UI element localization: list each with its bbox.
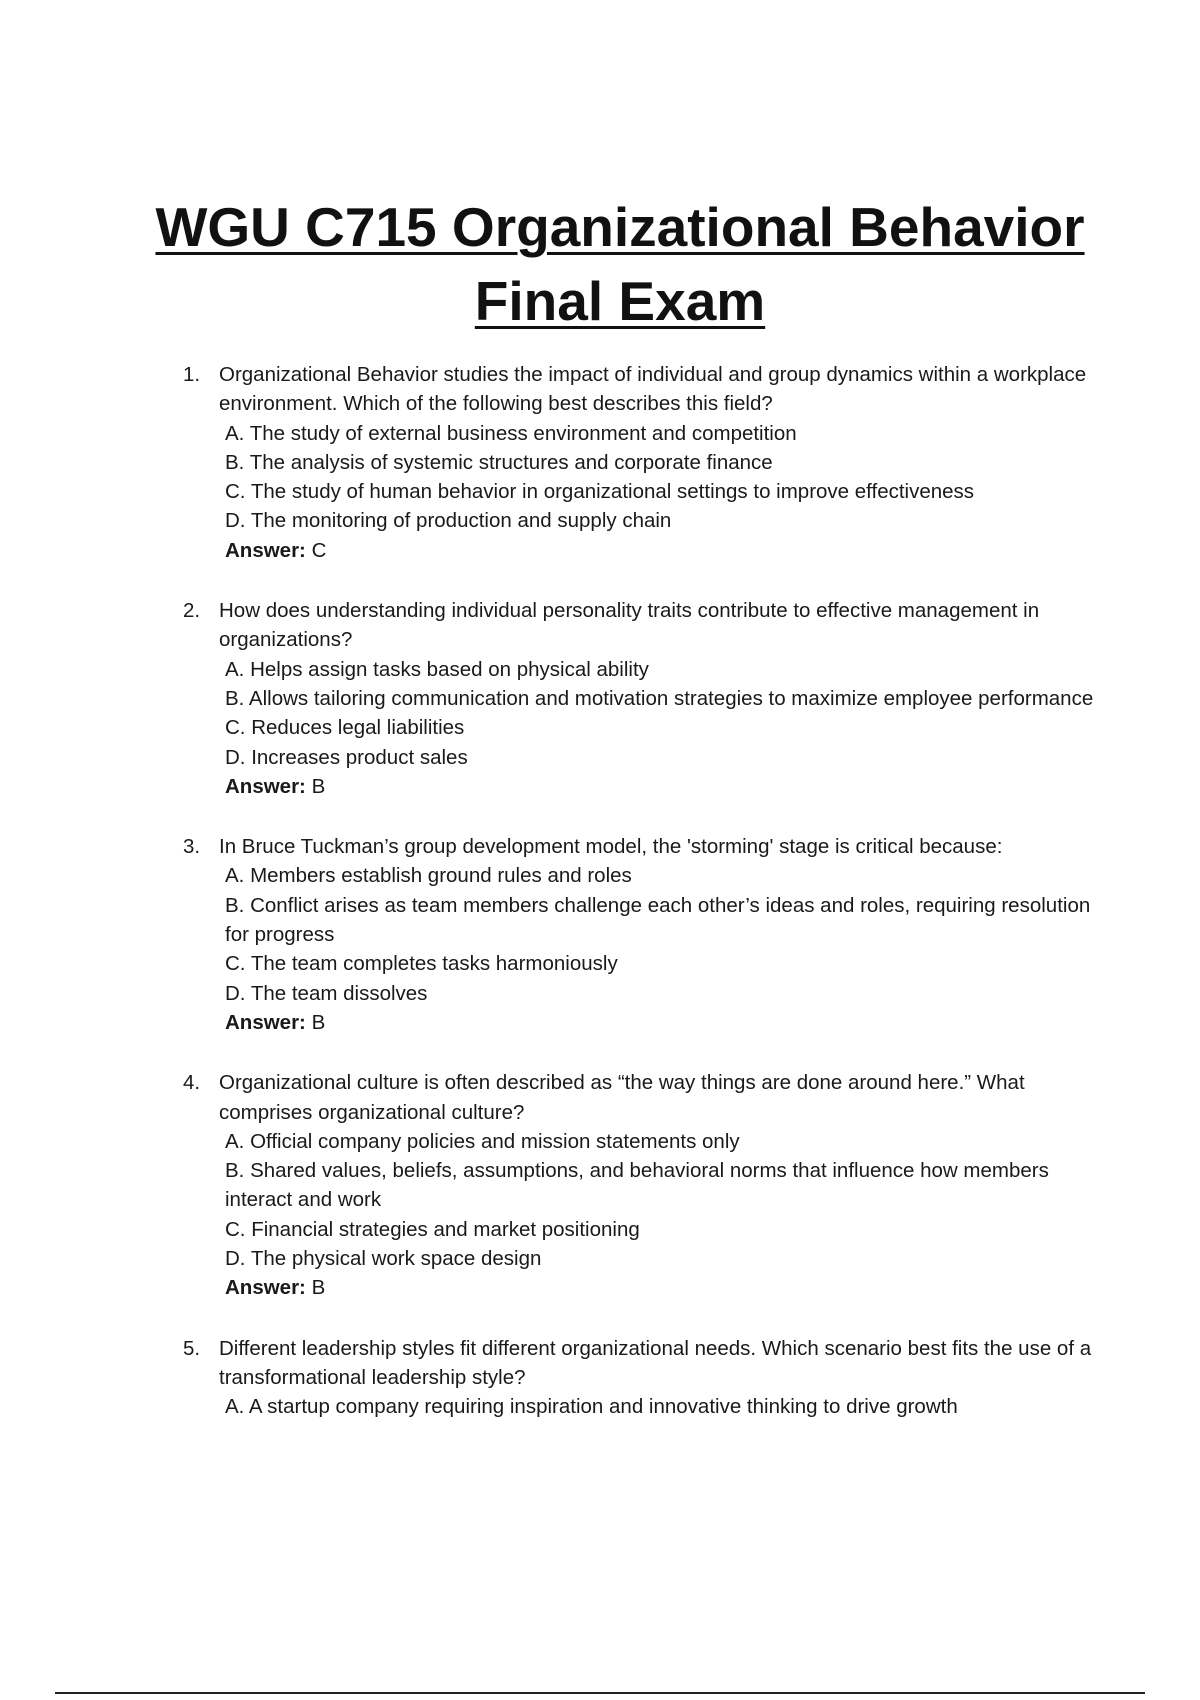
question-number: 4. [183, 1071, 201, 1095]
answer-option: C. The study of human behavior in organizational settings to improve effectiveness [225, 480, 975, 504]
title-line-2: Final Exam [474, 270, 766, 332]
question-number: 5. [183, 1336, 201, 1360]
question-item [175, 360, 1095, 565]
answer-option: A. A startup company requiring inspiration and innovative thinking to drive growth [225, 1395, 958, 1419]
question-text: How does understanding individual personality traits contribute to effective management in organizations? [219, 599, 1040, 652]
question-text: Different leadership styles fit different organizational needs. Which scenario best fits the use of a transformational leadership style? [219, 1336, 1092, 1389]
answer-label: Answer: [225, 538, 306, 562]
answer-option: B. Conflict arises as team members challenge each other’s ideas and roles, requiring resolution for progress [225, 893, 1091, 947]
question-text: Organizational Behavior studies the impact of individual and group dynamics within a workplace environment. Which of the following best describes this field? [219, 363, 1087, 416]
answer-label: Answer: [225, 774, 306, 798]
question-number: 1. [183, 363, 201, 386]
answer-option: B. The analysis of systemic structures and corporate finance [225, 450, 773, 474]
answer-option: D. The physical work space design [225, 1247, 542, 1271]
question-item [175, 1334, 1095, 1422]
question-item [175, 832, 1095, 1037]
answer-value: C [311, 538, 327, 562]
answer-option: A. The study of external business environment and competition [225, 421, 797, 445]
answer-line [219, 1008, 1095, 1037]
answer-option: B. Allows tailoring communication and motivation strategies to maximize employee performance [225, 686, 1094, 710]
answer-line [219, 1273, 1095, 1302]
question-item [175, 1068, 1095, 1302]
answer-line [219, 772, 1095, 801]
bottom-divider [55, 1692, 1145, 1694]
answer-option: C. Reduces legal liabilities [225, 716, 465, 740]
page-title [0, 190, 1200, 338]
answer-option: D. The monitoring of production and supply chain [225, 509, 672, 533]
answer-label: Answer: [225, 1276, 306, 1300]
answer-option: C. Financial strategies and market positioning [225, 1217, 640, 1241]
answer-option: D. The team dissolves [225, 981, 428, 1005]
answer-option: D. Increases product sales [225, 745, 468, 769]
answer-value: B [311, 774, 326, 798]
question-number: 3. [183, 835, 201, 859]
question-item [175, 596, 1095, 801]
question-number: 2. [183, 599, 201, 623]
answer-option: A. Helps assign tasks based on physical ability [225, 657, 649, 681]
answer-label: Answer: [225, 1010, 306, 1034]
answer-option: C. The team completes tasks harmoniously [225, 952, 618, 976]
question-text: Organizational culture is often described as “the way things are done around here.” What comprises organizational culture? [219, 1071, 1025, 1124]
question-text: In Bruce Tuckman’s group development model, the 'storming' stage is critical because: [219, 835, 1003, 859]
answer-value: B [311, 1010, 326, 1034]
answer-value: B [311, 1276, 326, 1300]
answer-option: A. Members establish ground rules and roles [225, 864, 632, 888]
title-line-1: WGU C715 Organizational Behavior [155, 196, 1085, 258]
answer-option: B. Shared values, beliefs, assumptions, and behavioral norms that influence how members interact and work [225, 1159, 1049, 1212]
question-list [175, 360, 1095, 1453]
answer-line [219, 536, 1095, 565]
answer-option: A. Official company policies and mission statements only [225, 1129, 740, 1153]
